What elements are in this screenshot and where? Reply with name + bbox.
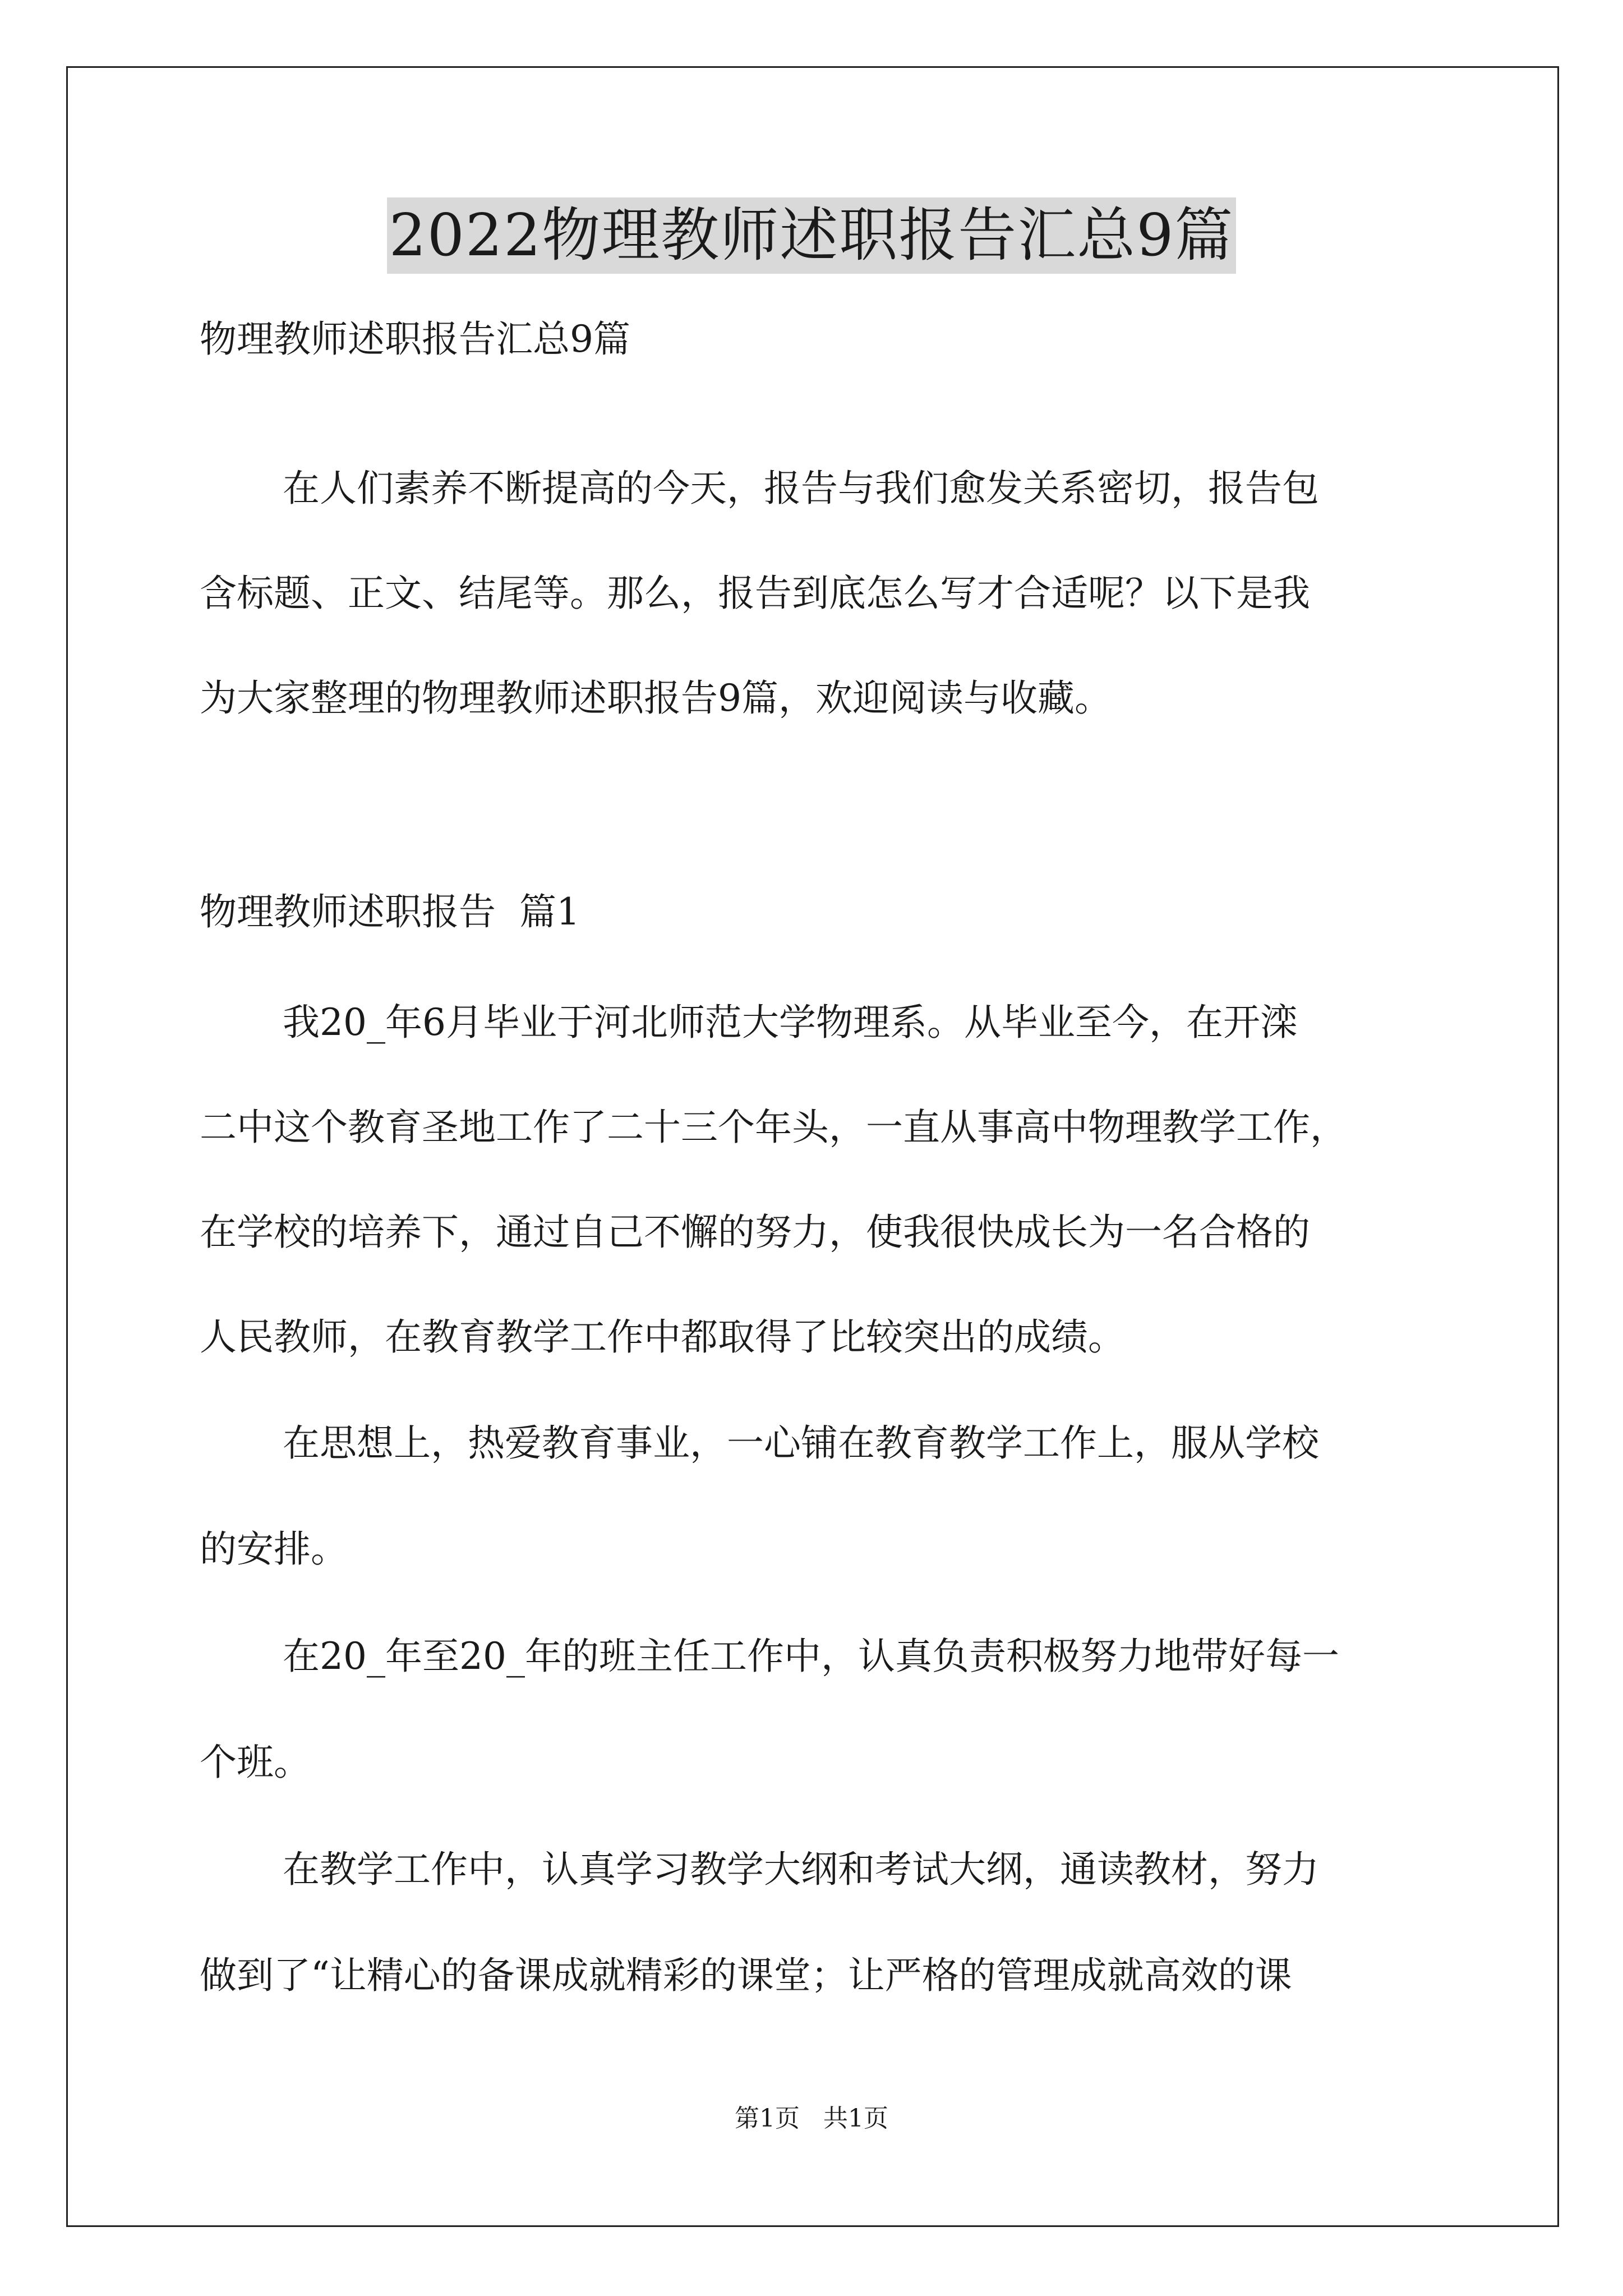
page-footer: 第1页 共1页 — [735, 2104, 888, 2133]
document-title: 2022物理教师述职报告汇总9篇 — [387, 197, 1237, 274]
paragraph-line: 在教学工作中，认真学习教学大纲和考试大纲，通读教材，努力 — [283, 1848, 1319, 1891]
paragraph-line: 在20_年至20_年的班主任工作中，认真负责积极努力地带好每一 — [283, 1635, 1339, 1678]
paragraph-line: 的安排。 — [200, 1527, 348, 1571]
paragraph-line: 在人们素养不断提高的今天，报告与我们愈发关系密切，报告包 — [283, 467, 1319, 510]
paragraph-line: 我20_年6月毕业于河北师范大学物理系。从毕业至今，在开滦 — [283, 1001, 1297, 1044]
paragraph-line: 二中这个教育圣地工作了二十三个年头，一直从事高中物理教学工作， — [200, 1106, 1347, 1149]
paragraph-line: 个班。 — [200, 1741, 311, 1784]
paragraph-line: 在思想上，热爱教育事业，一心铺在教育教学工作上，服从学校 — [283, 1421, 1319, 1465]
paragraph-line: 做到了“让精心的备课成就精彩的课堂；让严格的管理成就高效的课 — [200, 1954, 1292, 1997]
paragraph-line: 为大家整理的物理教师述职报告9篇，欢迎阅读与收藏。 — [200, 677, 1112, 720]
paragraph-line: 在学校的培养下，通过自己不懈的努力，使我很快成长为一名合格的 — [200, 1211, 1310, 1254]
paragraph-line: 人民教师，在教育教学工作中都取得了比较突出的成绩。 — [200, 1315, 1125, 1359]
section-heading: 物理教师述职报告 篇1 — [200, 890, 580, 933]
title-container — [0, 197, 1623, 274]
paragraph-line: 含标题、正文、结尾等。那么，报告到底怎么写才合适呢？以下是我 — [200, 572, 1310, 615]
subtitle-line: 物理教师述职报告汇总9篇 — [200, 318, 630, 361]
